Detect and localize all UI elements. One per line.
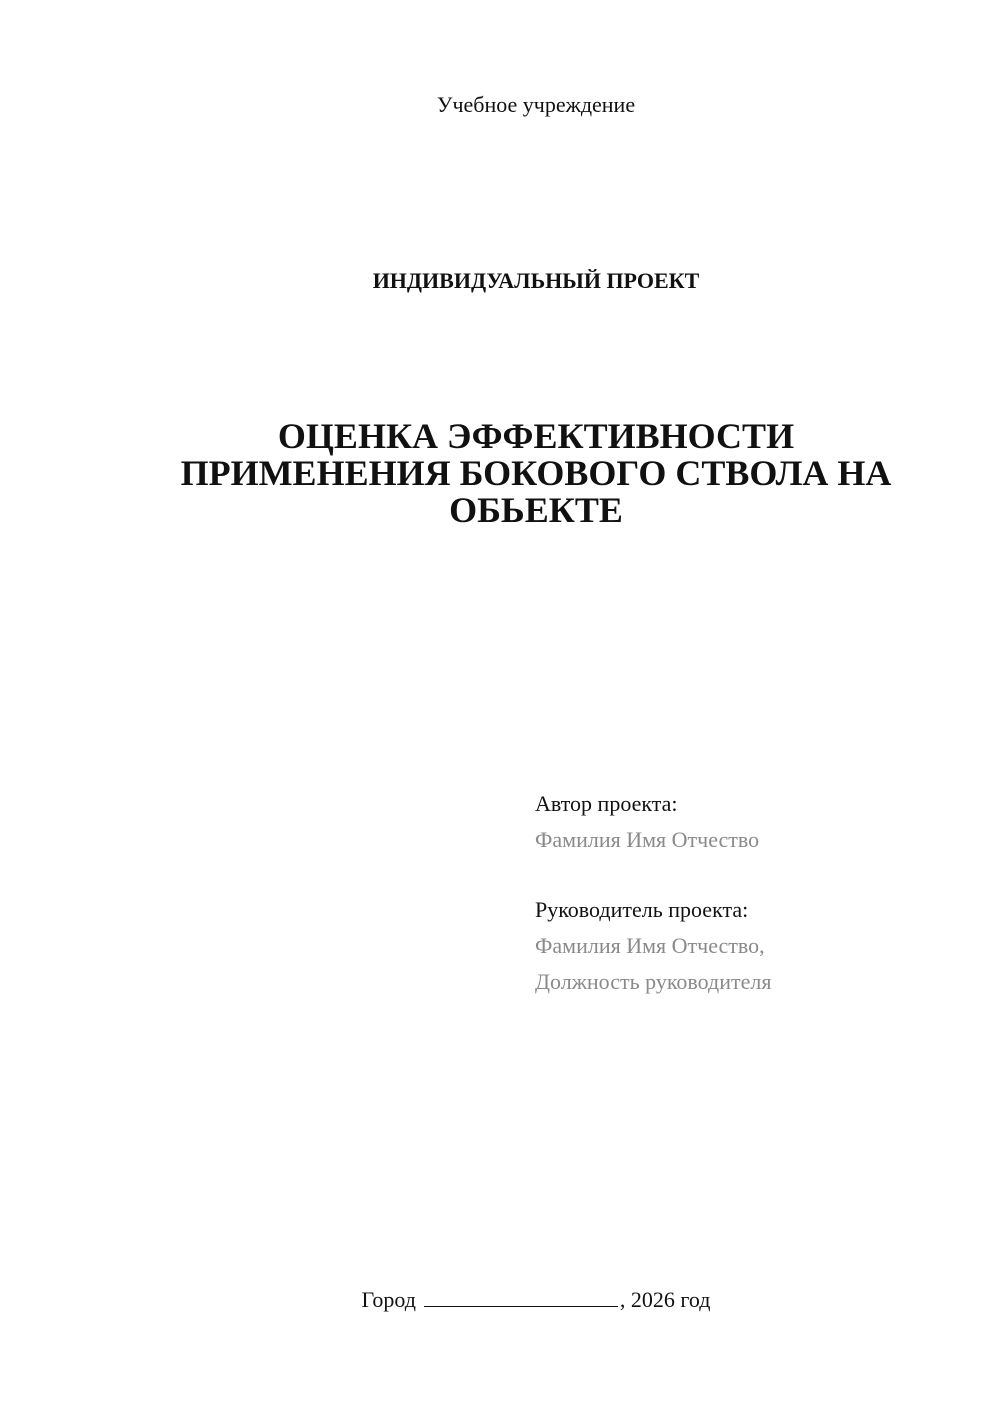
project-title-line-2: ПРИМЕНЕНИЯ БОКОВОГО СТВОЛА НА bbox=[180, 453, 892, 493]
year-text: , 2026 год bbox=[619, 1287, 711, 1312]
project-title-line-1: ОЦЕНКА ЭФФЕКТИВНОСТИ bbox=[277, 416, 795, 456]
footer-city-year bbox=[0, 1286, 1000, 1313]
city-label: Город bbox=[361, 1287, 416, 1312]
author-block bbox=[535, 786, 975, 858]
supervisor-block bbox=[535, 892, 975, 1000]
project-title bbox=[120, 418, 952, 529]
supervisor-label: Руководитель проекта: bbox=[535, 897, 749, 922]
author-label: Автор проекта: bbox=[535, 791, 678, 816]
institution-name: Учебное учреждение bbox=[436, 92, 636, 117]
supervisor-position: Должность руководителя bbox=[535, 969, 772, 994]
project-title-line-3: ОБЬЕКТЕ bbox=[449, 490, 623, 530]
document-type: ИНДИВИДУАЛЬНЫЙ ПРОЕКТ bbox=[372, 268, 700, 293]
supervisor-name: Фамилия Имя Отчество, bbox=[535, 933, 765, 958]
author-name: Фамилия Имя Отчество bbox=[535, 827, 760, 852]
city-blank-line bbox=[424, 1286, 618, 1307]
